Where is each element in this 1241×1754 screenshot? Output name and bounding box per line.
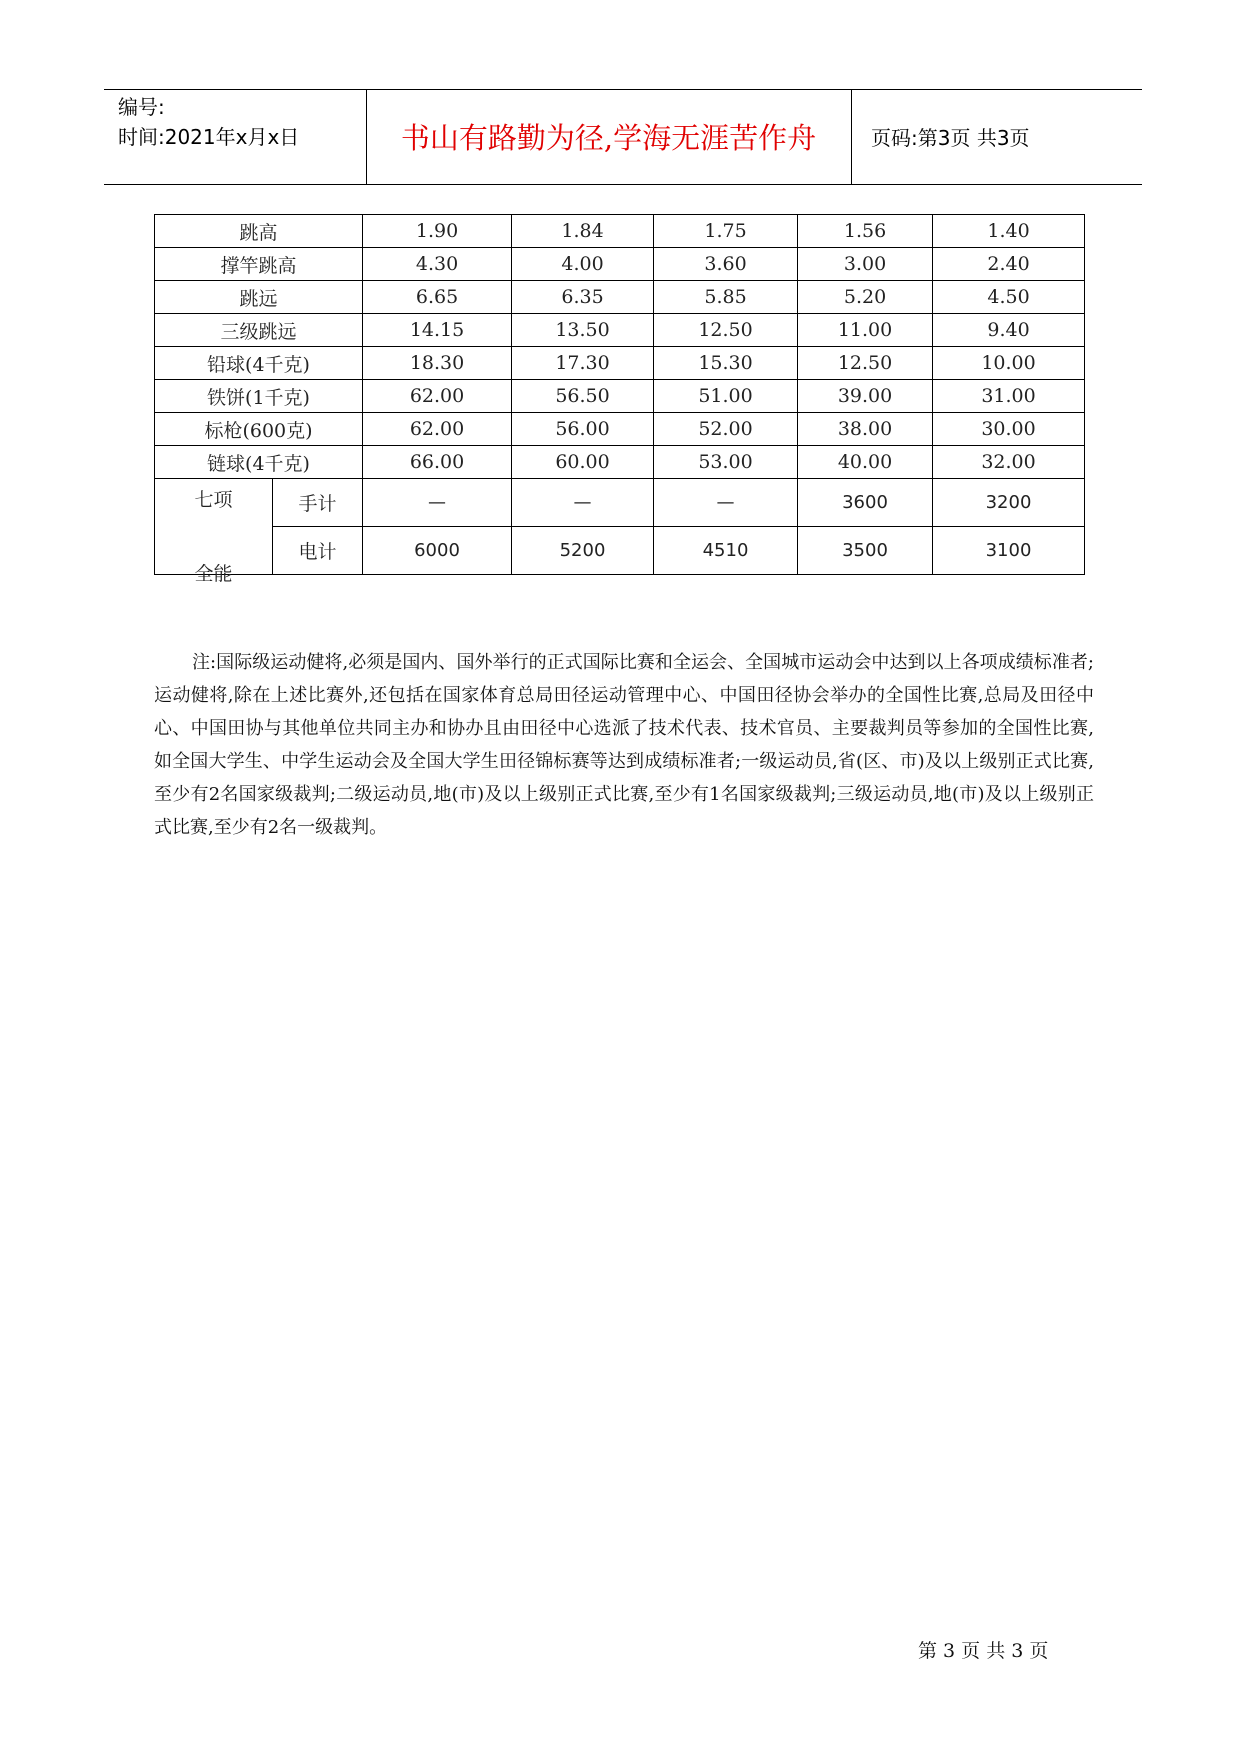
- score-cell: 60.00: [512, 446, 654, 479]
- table-row: [155, 347, 1085, 380]
- score-cell: 6.65: [363, 281, 512, 314]
- score-cell: 14.15: [363, 314, 512, 347]
- score-cell: 5200: [512, 527, 654, 575]
- score-cell: 2.40: [933, 248, 1085, 281]
- score-cell: 1.56: [798, 215, 933, 248]
- header-meta: [118, 92, 378, 152]
- heptathlon-label-bottom: 全能: [194, 563, 233, 585]
- score-cell: 18.30: [363, 347, 512, 380]
- serial-label: 编号:: [118, 95, 165, 119]
- score-cell: 1.84: [512, 215, 654, 248]
- score-cell: 6000: [363, 527, 512, 575]
- score-cell: —: [512, 479, 654, 527]
- header-divider-right: [851, 90, 852, 184]
- score-table: [154, 214, 1085, 585]
- event-name-cell: 链球(4千克): [155, 446, 363, 479]
- page-header: [104, 89, 1142, 185]
- score-cell: 62.00: [363, 380, 512, 413]
- score-cell: 1.40: [933, 215, 1085, 248]
- score-cell: 13.50: [512, 314, 654, 347]
- time-label: 时间:2021年x月x日: [118, 125, 300, 149]
- score-cell: —: [363, 479, 512, 527]
- score-cell: —: [654, 479, 798, 527]
- score-cell: 4510: [654, 527, 798, 575]
- score-cell: 56.00: [512, 413, 654, 446]
- table-row: [155, 281, 1085, 314]
- score-cell: 31.00: [933, 380, 1085, 413]
- score-cell: 12.50: [798, 347, 933, 380]
- timing-label-cell: 手计: [273, 479, 363, 527]
- score-cell: 40.00: [798, 446, 933, 479]
- heptathlon-label-cell: [155, 479, 273, 585]
- table-row: [155, 314, 1085, 347]
- header-title: 书山有路勤为径,学海无涯苦作舟: [400, 121, 817, 155]
- score-cell: 3200: [933, 479, 1085, 527]
- header-divider-left: [366, 90, 367, 184]
- score-cell: 30.00: [933, 413, 1085, 446]
- table-row: [155, 527, 1085, 575]
- score-cell: 62.00: [363, 413, 512, 446]
- score-cell: 1.75: [654, 215, 798, 248]
- event-name-cell: 铅球(4千克): [155, 347, 363, 380]
- score-cell: 3.60: [654, 248, 798, 281]
- score-cell: 3.00: [798, 248, 933, 281]
- score-cell: 56.50: [512, 380, 654, 413]
- event-name-cell: 铁饼(1千克): [155, 380, 363, 413]
- score-table-body: [155, 215, 1085, 585]
- score-cell: 3600: [798, 479, 933, 527]
- score-cell: 6.35: [512, 281, 654, 314]
- score-cell: 5.20: [798, 281, 933, 314]
- table-row: [155, 215, 1085, 248]
- score-cell: 1.90: [363, 215, 512, 248]
- score-cell: 17.30: [512, 347, 654, 380]
- score-cell: 15.30: [654, 347, 798, 380]
- event-name-cell: 跳高: [155, 215, 363, 248]
- event-name-cell: 标枪(600克): [155, 413, 363, 446]
- score-cell: 51.00: [654, 380, 798, 413]
- note-paragraph: 注:国际级运动健将,必须是国内、国外举行的正式国际比赛和全运会、全国城市运动会中达到以上各项成绩标准者;运动健将,除在上述比赛外,还包括在国家体育总局田径运动管理中心、中国田径协会举办的全国性比赛,总局及田径中心、中国田协与其他单位共同主办和协办且由田径中心选派了技术代表、技术官员、主要裁判员等参加的全国性比赛,如全国大学生、中学生运动会及全国大学生田径锦标赛等达到成绩标准者;一级运动员,省(区、市)及以上级别正式比赛,至少有2名国家级裁判;二级运动员,地(市)及以上级别正式比赛,至少有1名国家级裁判;三级运动员,地(市)及以上级别正式比赛,至少有2名一级裁判。: [154, 652, 1094, 838]
- score-cell: 11.00: [798, 314, 933, 347]
- event-name-cell: 三级跳远: [155, 314, 363, 347]
- score-cell: 10.00: [933, 347, 1085, 380]
- score-cell: 4.00: [512, 248, 654, 281]
- table-row: [155, 380, 1085, 413]
- score-cell: 38.00: [798, 413, 933, 446]
- table-row: [155, 446, 1085, 479]
- table-row: [155, 248, 1085, 281]
- header-page-info: 页码:第3页 共3页: [871, 126, 1030, 150]
- heptathlon-label-top: 七项: [194, 489, 233, 511]
- score-cell: 53.00: [654, 446, 798, 479]
- score-cell: 3500: [798, 527, 933, 575]
- event-name-cell: 跳远: [155, 281, 363, 314]
- score-cell: 66.00: [363, 446, 512, 479]
- page-footer: 第 3 页 共 3 页: [918, 1640, 1049, 1662]
- score-cell: 5.85: [654, 281, 798, 314]
- table-row: [155, 479, 1085, 527]
- event-name-cell: 撑竿跳高: [155, 248, 363, 281]
- score-cell: 4.30: [363, 248, 512, 281]
- table-row: [155, 413, 1085, 446]
- score-cell: 32.00: [933, 446, 1085, 479]
- score-cell: 3100: [933, 527, 1085, 575]
- score-cell: 4.50: [933, 281, 1085, 314]
- timing-label-cell: 电计: [273, 527, 363, 575]
- score-cell: 9.40: [933, 314, 1085, 347]
- score-cell: 12.50: [654, 314, 798, 347]
- score-cell: 52.00: [654, 413, 798, 446]
- score-cell: 39.00: [798, 380, 933, 413]
